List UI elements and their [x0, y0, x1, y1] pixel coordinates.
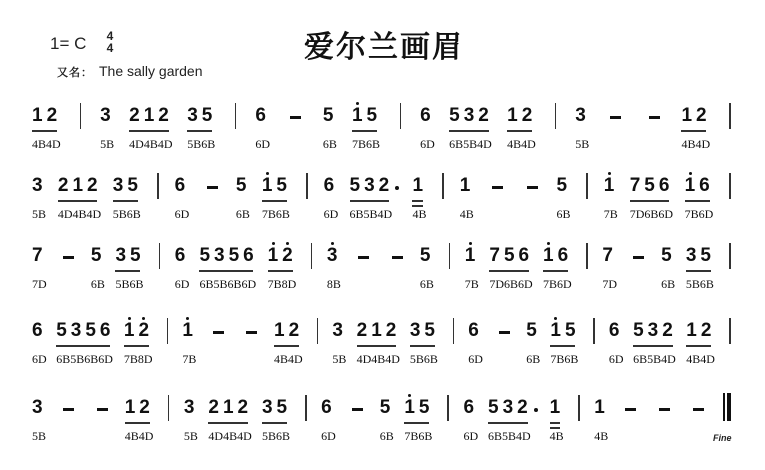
barline — [449, 243, 451, 269]
beam-underline — [58, 200, 98, 202]
note-group: 6 — [463, 397, 479, 418]
note-group: 6 — [174, 175, 190, 196]
note-group: 532 — [488, 397, 532, 419]
beam-underline — [274, 345, 299, 347]
octave-dot — [272, 242, 275, 245]
final-barline-thin — [723, 393, 725, 421]
harmonica-tab: 6D — [420, 137, 435, 151]
octave-dot — [186, 317, 189, 320]
barline — [306, 173, 308, 199]
harmonica-tab: 7D — [602, 277, 618, 291]
note-group: 3 — [327, 245, 342, 267]
harmonica-tab: 5B — [183, 429, 198, 443]
augmentation-dot — [395, 186, 399, 190]
octave-dot — [554, 317, 557, 320]
note-group: 12 — [32, 105, 61, 127]
harmonica-tab: 7B — [182, 352, 197, 366]
beam-underline — [357, 345, 397, 347]
note-group: 12 — [507, 105, 536, 127]
octave-dot — [286, 242, 289, 245]
harmonica-tab: 5B6B — [685, 277, 714, 291]
note-group: 35 — [686, 245, 715, 267]
song-title: 爱尔兰画眉 — [304, 31, 464, 64]
beam-underline — [124, 345, 149, 347]
note-group: 6 — [255, 105, 270, 126]
harmonica-tab: 6B5B4D — [449, 137, 492, 151]
fine-marking: Fine — [713, 433, 732, 443]
note-group: 5356 — [56, 320, 114, 342]
beam-underline — [681, 130, 706, 132]
harmonica-tab: 6B — [379, 429, 394, 443]
alternate-title-text: The sally garden — [99, 63, 203, 79]
harmonica-tab: 7B6B — [351, 137, 380, 151]
note-group: 16 — [543, 245, 572, 267]
beam-underline — [630, 200, 670, 202]
harmonica-tab: 5B — [32, 429, 47, 443]
beam-underline — [199, 270, 253, 272]
harmonica-tab: 6B5B4D — [633, 352, 676, 366]
note-group: 12 — [274, 320, 303, 342]
harmonica-tab: 5B — [575, 137, 590, 151]
beam-underline — [350, 200, 390, 202]
note-group: 6 — [32, 320, 47, 341]
note-group: 1 — [459, 175, 475, 196]
harmonica-tab: 4B4D — [274, 352, 303, 366]
note-group: 6 — [323, 175, 339, 196]
note-group: 3 — [575, 105, 590, 126]
note-group: 15 — [352, 105, 381, 127]
harmonica-tab: 7B6B — [550, 352, 579, 366]
sustain-dash — [97, 408, 108, 411]
sustain-dash — [358, 256, 369, 259]
time-signature-top: 4 — [106, 29, 114, 43]
note-group: 6 — [468, 320, 483, 341]
note-group: 212 — [357, 320, 401, 342]
note-group: 212 — [58, 175, 102, 197]
note-group: 756 — [630, 175, 674, 197]
note-group: 1 — [550, 397, 565, 419]
barline — [555, 103, 557, 129]
note-group: 3 — [332, 320, 347, 341]
harmonica-tab: 4D4B4D — [57, 207, 102, 221]
harmonica-tab: 6B5B4D — [488, 429, 531, 443]
harmonica-tab: 7B — [464, 277, 479, 291]
barline — [729, 103, 731, 129]
sustain-dash — [213, 331, 224, 334]
sustain-dash — [63, 256, 74, 259]
barline — [593, 318, 595, 344]
harmonica-tab: 4B4D — [32, 137, 61, 151]
note-group: 212 — [208, 397, 252, 419]
harmonica-tab: 7B8D — [267, 277, 297, 291]
barline — [453, 318, 455, 344]
barline — [235, 103, 237, 129]
beam-underline — [262, 422, 287, 424]
sustain-dash — [499, 331, 510, 334]
barline — [159, 243, 161, 269]
harmonica-tab: 5B6B — [187, 137, 216, 151]
harmonica-tab: 7B6D — [543, 277, 572, 291]
barline — [442, 173, 444, 199]
note-group: 15 — [550, 320, 579, 342]
note-group: 12 — [681, 105, 710, 127]
sustain-dash — [625, 408, 636, 411]
beam-underline — [686, 270, 711, 272]
note-group: 7 — [32, 245, 47, 266]
note-group: 35 — [113, 175, 142, 197]
octave-dot — [266, 172, 269, 175]
harmonica-tab: 6B — [235, 207, 250, 221]
harmonica-tab: 6D — [32, 352, 47, 366]
beam-underline — [125, 422, 150, 424]
octave-dot — [469, 242, 472, 245]
note-group: 532 — [633, 320, 677, 342]
barline — [305, 395, 307, 421]
harmonica-tab: 5B6B — [409, 352, 438, 366]
harmonica-tab: 6B — [661, 277, 676, 291]
barline — [578, 395, 580, 421]
sustain-dash — [290, 116, 301, 119]
beam-underline — [488, 422, 528, 424]
harmonica-tab: 7D6B6D — [629, 207, 674, 221]
sustain-dash — [492, 186, 503, 189]
harmonica-tab: 5B — [32, 207, 47, 221]
harmonica-tab: 6B — [90, 277, 105, 291]
barline — [157, 173, 159, 199]
harmonica-tab: 6B — [556, 207, 571, 221]
augmentation-dot — [534, 408, 538, 412]
harmonica-tab: 7B6B — [261, 207, 290, 221]
beam-underline — [489, 270, 529, 272]
harmonica-tab: 8B — [326, 277, 341, 291]
barline — [729, 173, 731, 199]
sustain-dash — [633, 256, 644, 259]
sustain-dash — [610, 116, 621, 119]
note-group: 5 — [235, 175, 251, 196]
barline — [80, 103, 82, 129]
harmonica-tab: 4D4B4D — [356, 352, 400, 366]
note-group: 35 — [262, 397, 291, 419]
beam-underline — [449, 130, 489, 132]
barline — [400, 103, 402, 129]
beam-underline — [32, 130, 57, 132]
note-group: 35 — [115, 245, 144, 267]
harmonica-tab: 6D — [608, 352, 624, 366]
barline — [168, 395, 170, 421]
beam-underline — [685, 200, 710, 202]
harmonica-tab: 6D — [463, 429, 479, 443]
harmonica-tab: 6D — [468, 352, 483, 366]
harmonica-tab: 6B — [526, 352, 541, 366]
beam-underline — [550, 422, 561, 424]
barline — [311, 243, 313, 269]
beam-underline — [129, 130, 169, 132]
note-group: 1 — [594, 397, 609, 418]
note-group: 16 — [685, 175, 714, 197]
barline — [729, 243, 731, 269]
beam-underline — [187, 130, 212, 132]
octave-dot — [356, 102, 359, 105]
key-signature: 1= C — [50, 34, 87, 53]
note-group: 5 — [90, 245, 106, 266]
harmonica-tab: 6D — [323, 207, 339, 221]
note-group: 5 — [661, 245, 676, 266]
harmonica-tab: 4D4B4D — [129, 137, 173, 151]
harmonica-tab: 4B — [594, 429, 609, 443]
beam-underline — [352, 130, 377, 132]
note-group: 5 — [526, 320, 541, 341]
sustain-dash — [63, 408, 74, 411]
note-group: 6 — [321, 397, 336, 418]
note-group: 12 — [686, 320, 715, 342]
harmonica-tab: 6B5B4D — [349, 207, 393, 221]
beam-underline — [633, 345, 673, 347]
note-group: 1 — [412, 175, 427, 197]
beam-underline — [550, 345, 575, 347]
harmonica-tab: 5B — [332, 352, 347, 366]
beam-underline — [208, 422, 248, 424]
harmonica-tab: 4D4B4D — [208, 429, 252, 443]
note-group: 5 — [419, 245, 435, 266]
barline — [586, 243, 588, 269]
beam-underline — [404, 422, 429, 424]
note-group: 3 — [32, 397, 47, 418]
sustain-dash — [352, 408, 363, 411]
note-group: 3 — [32, 175, 47, 196]
barline — [447, 395, 449, 421]
note-group: 35 — [187, 105, 216, 127]
beam-underline — [115, 270, 140, 272]
note-group: 1 — [182, 320, 197, 342]
harmonica-tab: 6D — [174, 207, 190, 221]
note-group: 532 — [449, 105, 493, 127]
note-group: 7 — [602, 245, 617, 266]
sustain-dash — [246, 331, 257, 334]
harmonica-tab: 5B — [100, 137, 115, 151]
alternate-title — [57, 63, 203, 80]
octave-dot — [689, 172, 692, 175]
beam-underline — [507, 130, 532, 132]
barline — [317, 318, 319, 344]
note-group: 6 — [174, 245, 190, 266]
harmonica-tab: 4B4D — [686, 352, 715, 366]
beam-underline — [262, 200, 287, 202]
time-signature — [103, 30, 117, 54]
note-group: 12 — [125, 397, 154, 419]
note-group: 15 — [262, 175, 291, 197]
octave-dot — [331, 242, 334, 245]
harmonica-tab: 5B6B — [261, 429, 290, 443]
note-group: 12 — [268, 245, 297, 267]
harmonica-tab: 6B5B6B6D — [199, 277, 257, 291]
harmonica-tab: 7B6B — [404, 429, 433, 443]
final-barline-thick — [727, 393, 731, 421]
note-group: 6 — [608, 320, 624, 341]
harmonica-tab: 7B — [603, 207, 618, 221]
note-group: 5356 — [199, 245, 257, 267]
harmonica-tab: 5B6B — [112, 207, 141, 221]
beam-underline — [268, 270, 293, 272]
harmonica-tab: 6B5B6B6D — [56, 352, 113, 366]
harmonica-tab: 4B4D — [124, 429, 154, 443]
octave-dot — [128, 317, 131, 320]
sustain-dash — [527, 186, 538, 189]
note-group: 35 — [410, 320, 439, 342]
harmonica-tab: 6B — [322, 137, 337, 151]
sustain-dash — [207, 186, 218, 189]
sustain-dash — [649, 116, 660, 119]
harmonica-tab: 4B4D — [681, 137, 711, 151]
harmonica-tab: 7D6B6D — [489, 277, 533, 291]
octave-dot — [547, 242, 550, 245]
note-group: 6 — [420, 105, 435, 126]
note-group: 1 — [604, 175, 619, 197]
beam-underline — [412, 200, 423, 202]
note-group: 1 — [465, 245, 480, 267]
note-group: 5 — [379, 397, 395, 418]
note-group: 5 — [556, 175, 572, 196]
harmonica-tab: 6B — [419, 277, 434, 291]
alternate-title-label: 又名： — [57, 67, 93, 79]
sustain-dash — [659, 408, 670, 411]
beam-underline — [686, 345, 711, 347]
barline — [729, 318, 731, 344]
harmonica-tab: 4B — [549, 429, 564, 443]
time-signature-bottom: 4 — [106, 41, 114, 55]
harmonica-tab: 7D — [32, 277, 47, 291]
octave-dot — [608, 172, 611, 175]
beam-underline — [410, 345, 435, 347]
note-group: 212 — [129, 105, 173, 127]
beam-underline — [113, 200, 138, 202]
harmonica-tab: 7B8D — [123, 352, 153, 366]
beam-underline — [543, 270, 568, 272]
harmonica-tab: 7B6D — [684, 207, 714, 221]
harmonica-tab: 6D — [321, 429, 336, 443]
barline — [586, 173, 588, 199]
barline — [167, 318, 169, 344]
octave-dot — [142, 317, 145, 320]
note-group: 15 — [404, 397, 433, 419]
note-group: 5 — [322, 105, 338, 126]
beam-underline — [56, 345, 110, 347]
note-group: 12 — [124, 320, 153, 342]
harmonica-tab: 4B4D — [507, 137, 536, 151]
note-group: 532 — [350, 175, 394, 197]
note-group: 756 — [489, 245, 533, 267]
note-group: 3 — [100, 105, 115, 126]
harmonica-tab: 5B6B — [115, 277, 144, 291]
harmonica-tab: 6D — [174, 277, 190, 291]
octave-dot — [408, 394, 411, 397]
note-group: 3 — [183, 397, 199, 418]
harmonica-tab: 6D — [255, 137, 270, 151]
sustain-dash — [693, 408, 704, 411]
harmonica-tab: 4B — [459, 207, 474, 221]
harmonica-tab: 4B — [412, 207, 427, 221]
sustain-dash — [392, 256, 403, 259]
